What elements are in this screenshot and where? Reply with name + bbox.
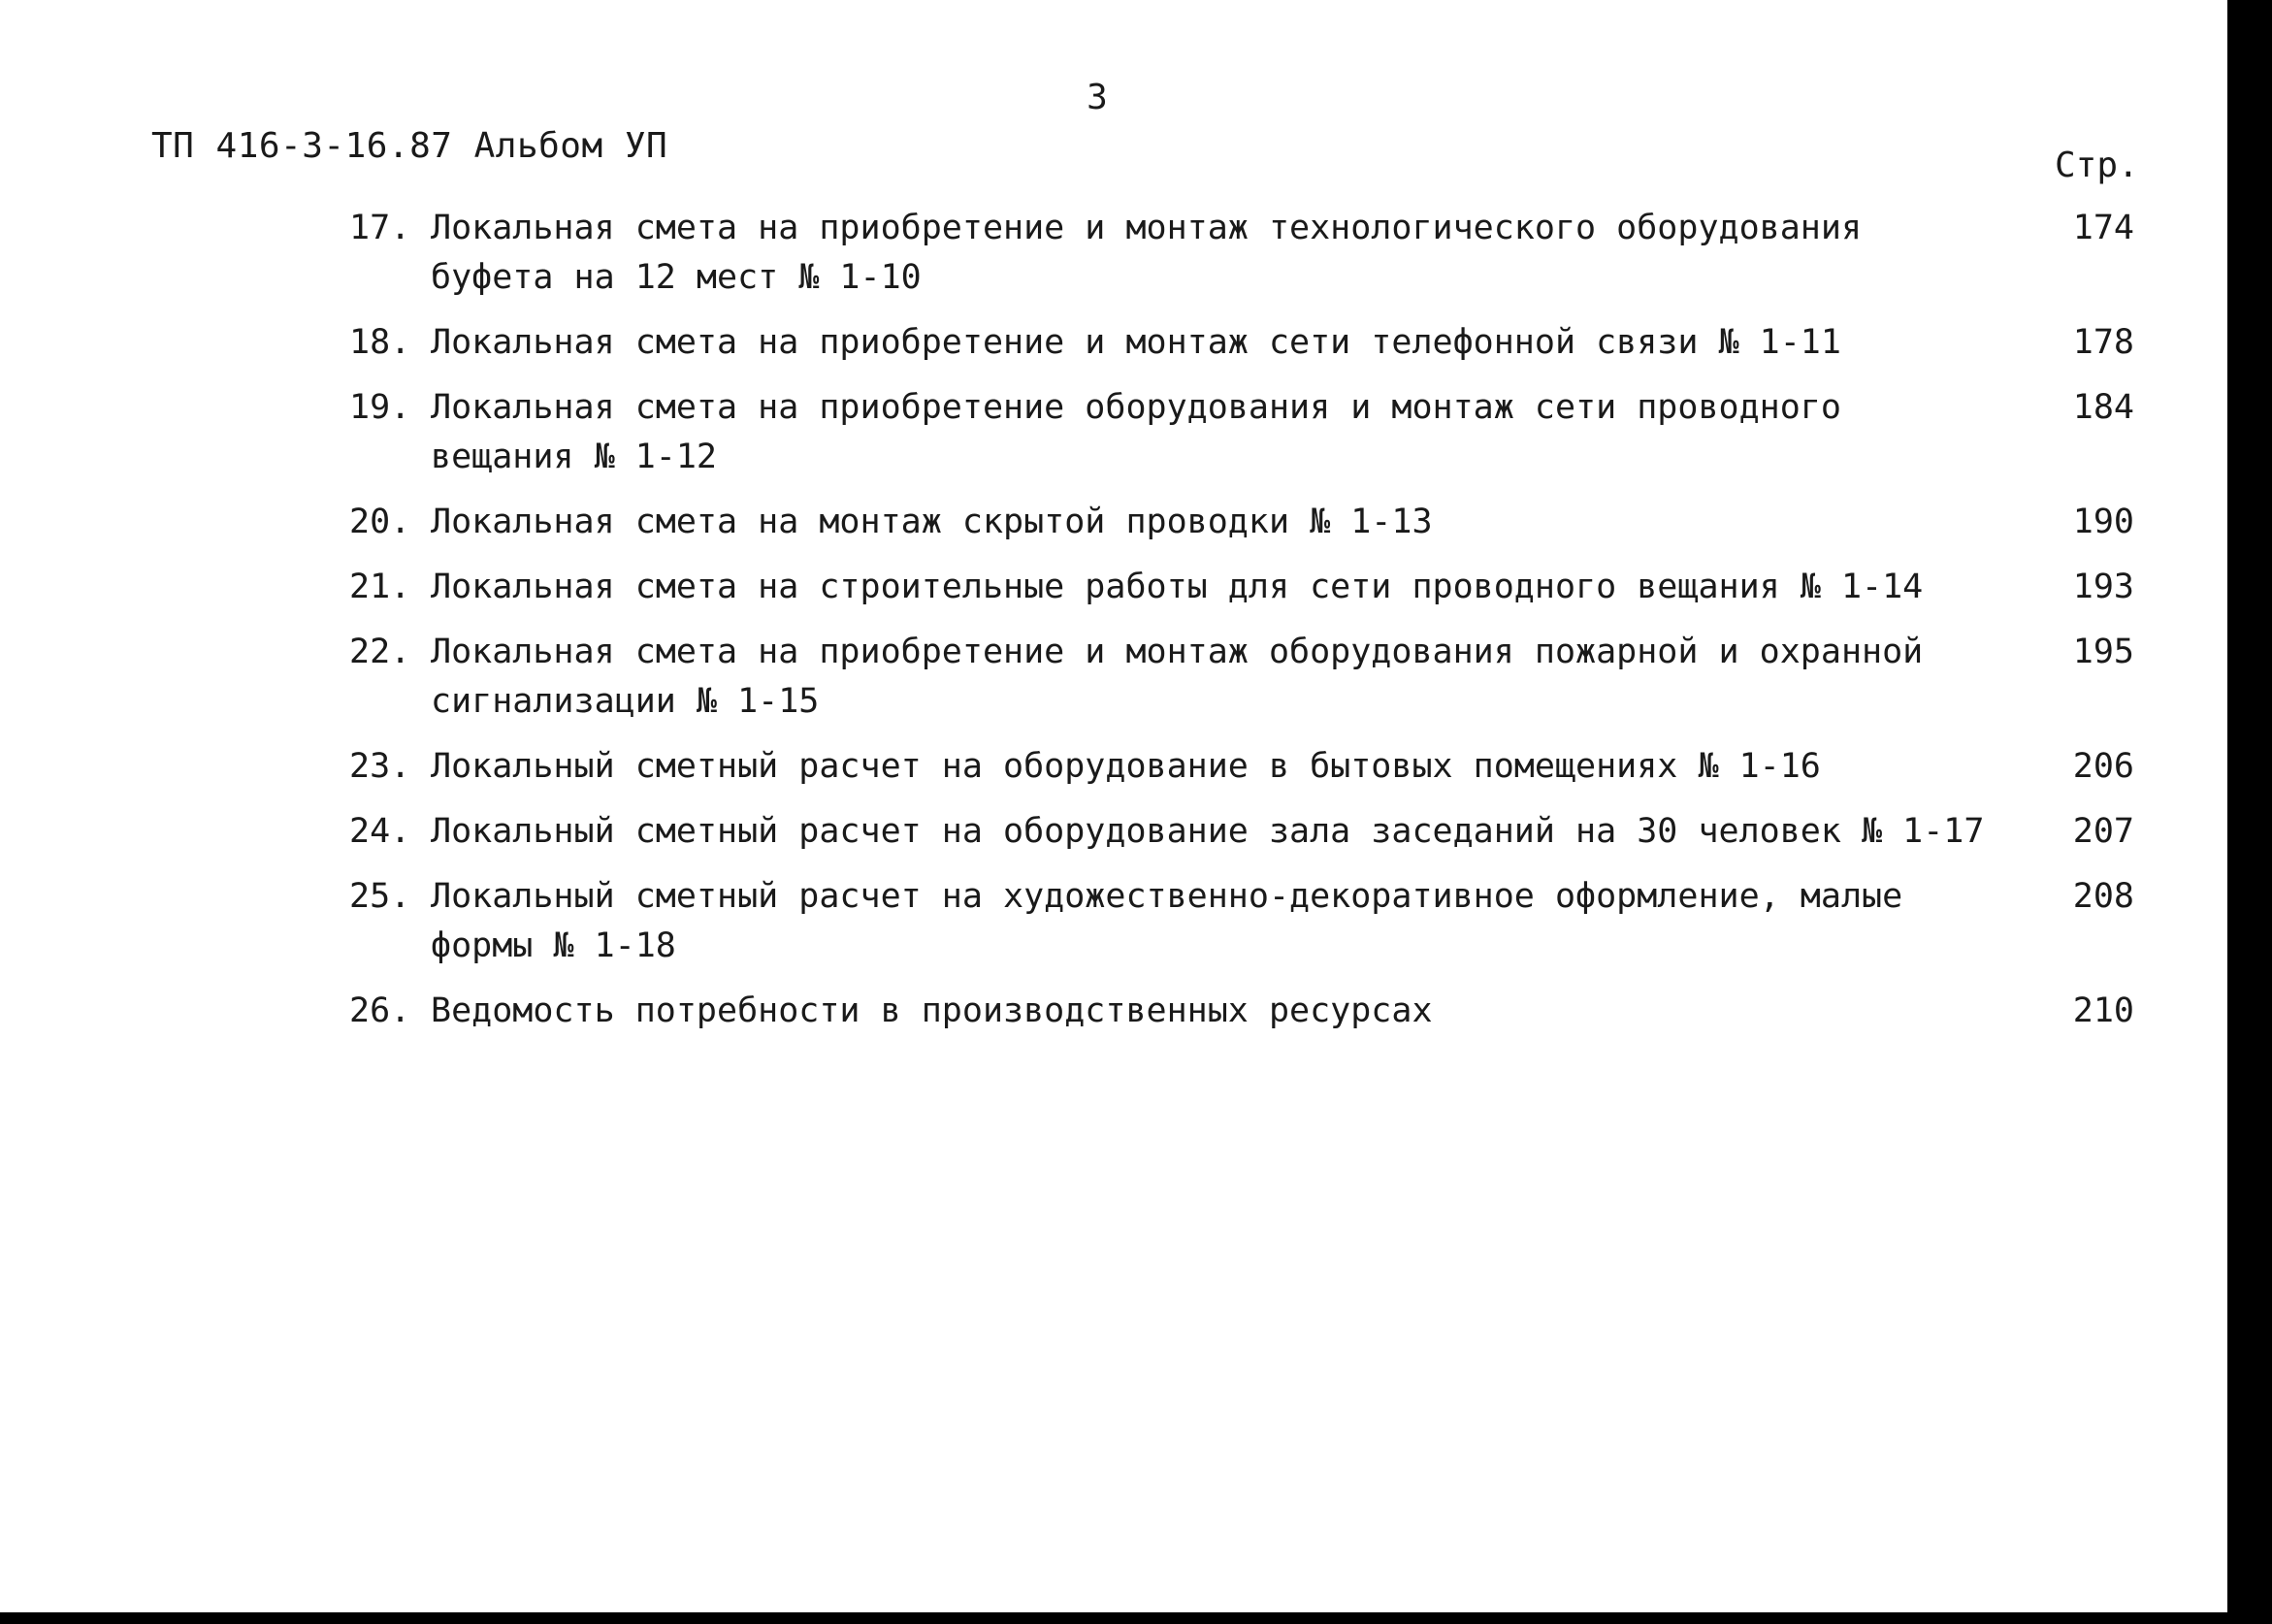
toc-item-title: Локальный сметный расчет на художественно-декоративное оформление, малые формы № 1-18 <box>431 877 1903 965</box>
toc-item <box>349 563 2192 612</box>
toc-item <box>349 987 2192 1036</box>
toc-item <box>349 742 2192 792</box>
toc-item-number: 24. <box>349 812 411 851</box>
toc-item-title: Ведомость потребности в производственных ресурсах <box>431 991 1433 1030</box>
toc-item-number: 23. <box>349 747 411 786</box>
toc-item-page: 207 <box>2072 812 2134 851</box>
toc-item-number: 17. <box>349 209 411 247</box>
toc-item <box>349 807 2192 857</box>
toc-item-title: Локальная смета на приобретение и монтаж технологического оборудования буфета на 12 мест № 1-10 <box>431 209 1863 297</box>
toc-item <box>349 498 2192 547</box>
toc-item-number: 25. <box>349 877 411 916</box>
toc-item-number: 19. <box>349 388 411 427</box>
toc-item-page: 210 <box>2072 991 2134 1030</box>
toc-item-page: 208 <box>2072 877 2134 916</box>
page-column-header: Стр. <box>2055 146 2139 185</box>
document-header: ТП 416-3-16.87 Альбом УП <box>151 126 668 166</box>
toc-item-number: 22. <box>349 633 411 671</box>
toc-item <box>349 204 2192 303</box>
toc-item-page: 206 <box>2072 747 2134 786</box>
toc-item-title: Локальная смета на приобретение и монтаж оборудования пожарной и охранной сигнализации № 1-15 <box>431 633 1924 721</box>
toc-item-page: 193 <box>2072 568 2134 606</box>
toc-item <box>349 872 2192 971</box>
scan-border-bottom <box>0 1612 2272 1624</box>
toc-item-number: 26. <box>349 991 411 1030</box>
toc-item-page: 174 <box>2072 209 2134 247</box>
table-of-contents <box>349 204 2192 1052</box>
toc-item-number: 20. <box>349 503 411 541</box>
toc-item <box>349 628 2192 727</box>
toc-item-page: 184 <box>2072 388 2134 427</box>
toc-item <box>349 318 2192 368</box>
page-number: 3 <box>1087 78 1108 117</box>
toc-item-title: Локальная смета на строительные работы для сети проводного вещания № 1-14 <box>431 568 1924 606</box>
toc-item <box>349 383 2192 482</box>
scan-border-right <box>2227 0 2272 1624</box>
toc-item-page: 178 <box>2072 323 2134 362</box>
toc-item-number: 18. <box>349 323 411 362</box>
toc-item-page: 190 <box>2072 503 2134 541</box>
toc-item-title: Локальная смета на приобретение оборудования и монтаж сети проводного вещания № 1-12 <box>431 388 1841 476</box>
toc-item-title: Локальный сметный расчет на оборудование зала заседаний на 30 человек № 1-17 <box>431 812 1985 851</box>
toc-item-title: Локальный сметный расчет на оборудование в бытовых помещениях № 1-16 <box>431 747 1821 786</box>
toc-item-title: Локальная смета на монтаж скрытой проводки № 1-13 <box>431 503 1433 541</box>
toc-item-page: 195 <box>2072 633 2134 671</box>
toc-item-number: 21. <box>349 568 411 606</box>
toc-item-title: Локальная смета на приобретение и монтаж сети телефонной связи № 1-11 <box>431 323 1841 362</box>
